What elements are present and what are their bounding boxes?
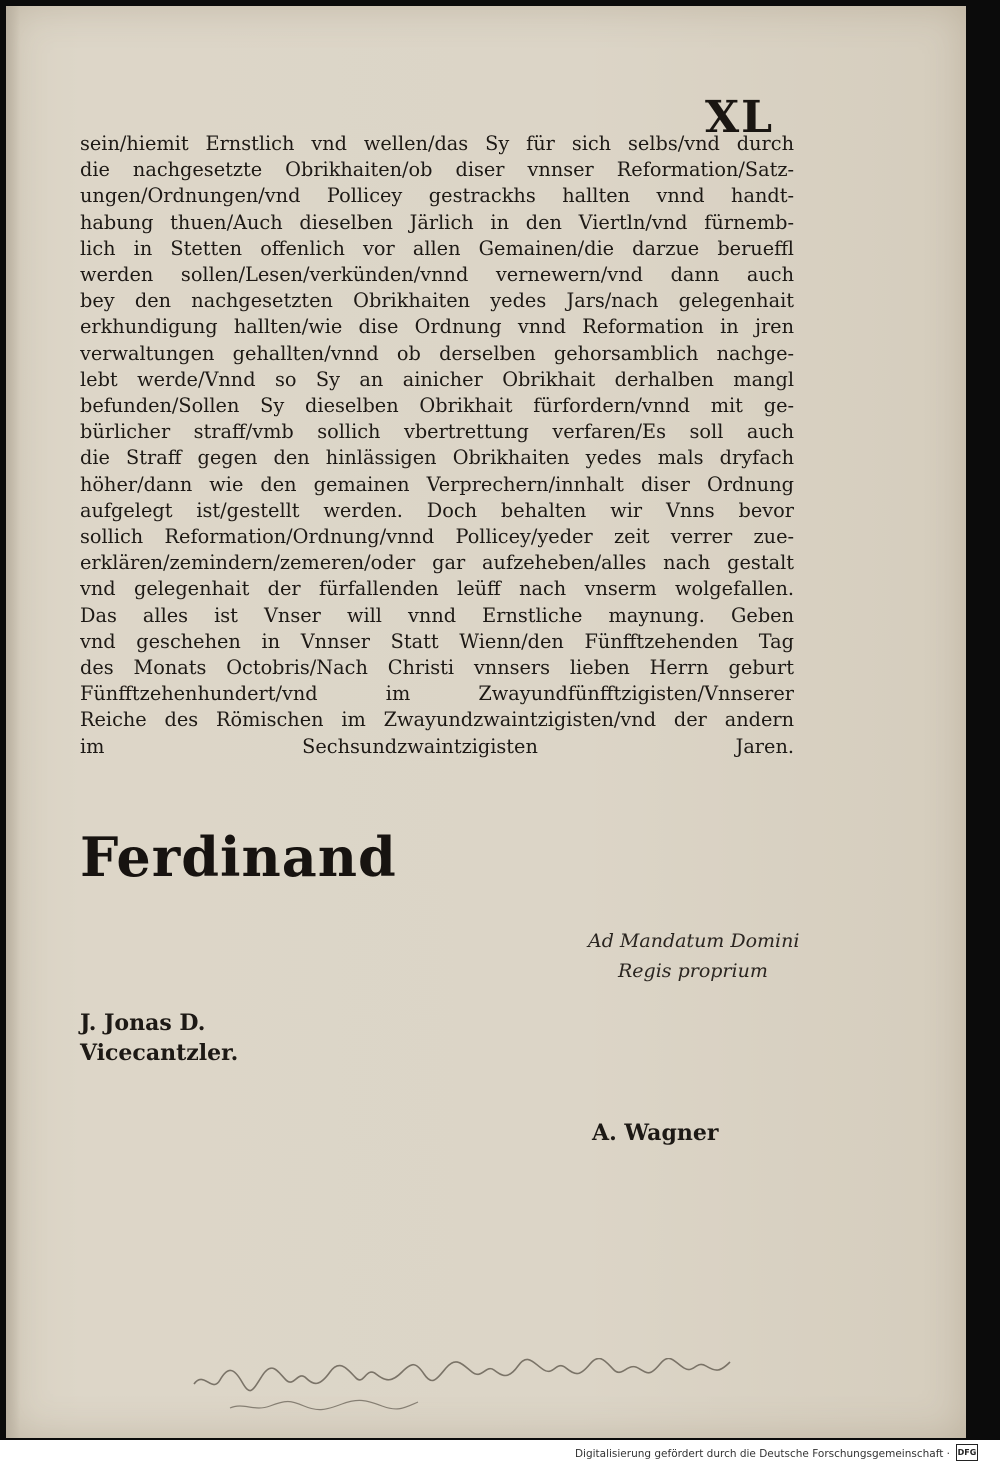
vicechancellor-name: J. Jonas D. — [80, 1010, 206, 1036]
body-line: sollich Reformation/Ordnung/vnnd Pollicey/yeder zeit verrer zue- — [80, 525, 794, 549]
body-line: Fünfftzehenhundert/vnd im Zwayundfünfftzigisten/Vnnserer — [80, 682, 794, 706]
page-gutter-shadow — [6, 6, 20, 1438]
body-line: im Sechsundzwaintzigisten Jaren. — [80, 734, 794, 758]
body-line: aufgelegt ist/gestellt werden. Doch behalten wir Vnns bevor — [80, 498, 794, 522]
body-line: bey den nachgesetzten Obrikhaiten yedes Jars/nach gelegenhait — [80, 289, 794, 313]
mandate-line-2: Regis proprium — [618, 960, 768, 982]
body-line: bürlicher straff/vmb sollich vbertrettung verfaren/Es soll auch — [80, 420, 794, 444]
body-line: ungen/Ordnungen/vnd Pollicey gestrackhs hallten vnnd handt- — [80, 184, 794, 208]
handwritten-marginal-note — [190, 1358, 810, 1418]
body-line: vnd geschehen in Vnnser Statt Wienn/den Fünfftzehenden Tag — [80, 629, 794, 653]
body-line: verwaltungen gehallten/vnnd ob derselben gehorsamblich nachge- — [80, 341, 794, 365]
folio-number: XL — [705, 92, 775, 143]
body-line: Das alles ist Vnser will vnnd Ernstliche maynung. Geben — [80, 603, 794, 627]
dfg-logo: DFG — [956, 1444, 978, 1461]
body-text — [80, 131, 794, 760]
body-line: werden sollen/Lesen/verkünden/vnnd vernewern/vnd dann auch — [80, 263, 794, 287]
body-line: Reiche des Römischen im Zwayundzwaintzigisten/vnd der andern — [80, 708, 794, 732]
body-line: vnd gelegenhait der fürfallenden leüff nach vnserm wolgefallen. — [80, 577, 794, 601]
body-line: erkhundigung hallten/wie dise Ordnung vnnd Reformation in jren — [80, 315, 794, 339]
body-line: lich in Stetten offenlich vor allen Gemainen/die darzue berueffl — [80, 236, 794, 260]
royal-signature: Ferdinand — [80, 825, 397, 889]
body-line: erklären/zemindern/zemeren/oder gar aufzeheben/alles nach gestalt — [80, 551, 794, 575]
body-line: befunden/Sollen Sy dieselben Obrikhait fürfordern/vnnd mit ge- — [80, 394, 794, 418]
body-line: sein/hiemit Ernstlich vnd wellen/das Sy für sich selbs/vnd durch — [80, 132, 794, 155]
body-line: die Straff gegen den hinlässigen Obrikhaiten yedes mals dryfach — [80, 446, 794, 470]
vicechancellor-block — [80, 1008, 238, 1068]
body-line: habung thuen/Auch dieselben Järlich in den Viertln/vnd fürnemb- — [80, 210, 794, 234]
body-line: höher/dann wie den gemainen Verprechern/innhalt diser Ordnung — [80, 472, 794, 496]
body-line: lebt werde/Vnnd so Sy an ainicher Obrikhait derhalben mangl — [80, 367, 794, 391]
body-line: des Monats Octobris/Nach Christi vnnsers lieben Herrn geburt — [80, 656, 794, 680]
mandate-line-1: Ad Mandatum Domini — [588, 930, 800, 952]
body-line: die nachgesetzte Obrikhaiten/ob diser vnnser Reformation/Satz- — [80, 158, 794, 182]
mandate-note — [588, 926, 808, 986]
vicechancellor-title: Vicecantzler. — [80, 1040, 239, 1066]
secretary-signature: A. Wagner — [592, 1120, 719, 1146]
footer-credit: Digitalisierung gefördert durch die Deutsche Forschungsgemeinschaft · — [574, 1448, 950, 1460]
